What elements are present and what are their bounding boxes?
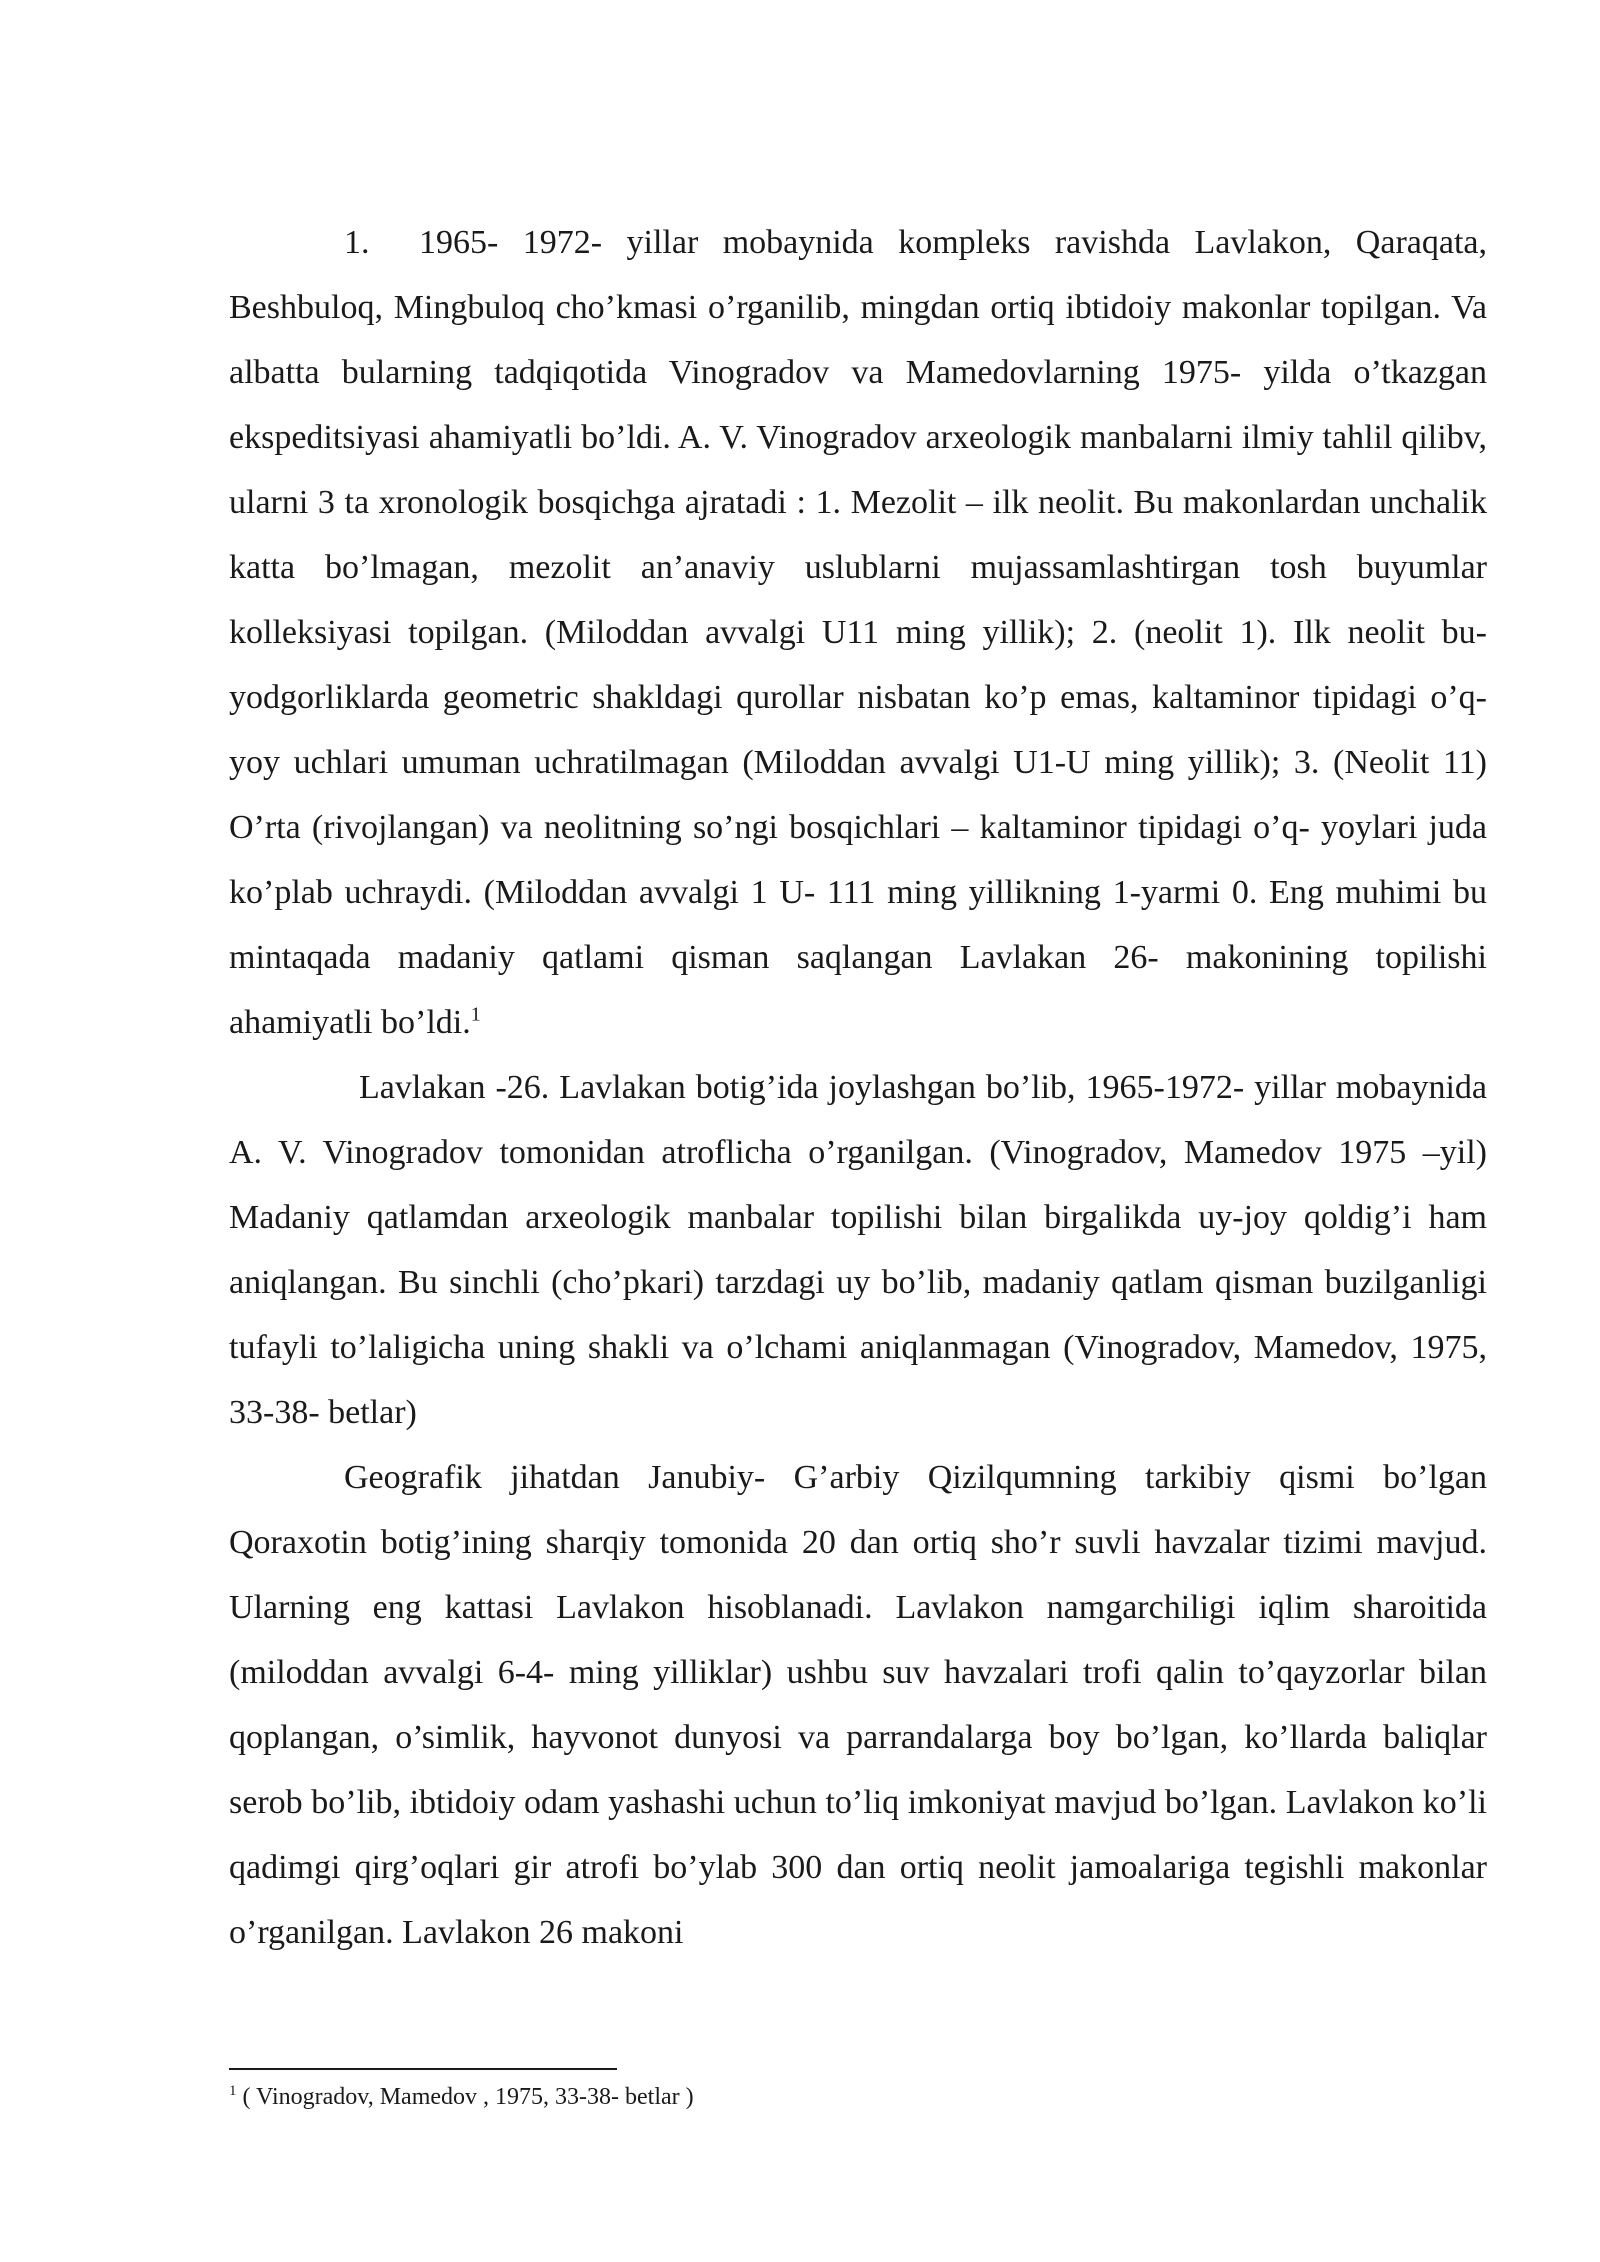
- paragraph-3-text: Geografik jihatdan Janubiy- G’arbiy Qizilqumning tarkibiy qismi bo’lgan Qoraxotin botig’ining sharqiy tomonida 20 dan ortiq sho’r suvli havzalar tizimi mavjud. Ularning eng kattasi Lavlakon hisoblanadi. Lavlakon namgarchiligi iqlim sharoitida (miloddan avvalgi 6-4- ming yilliklar) ushbu suv havzalari trofi qalin to’qayzorlar bilan qoplangan, o’simlik, hayvonot dunyosi va parrandalarga boy bo’lgan, ko’llarda baliqlar serob bo’lib, ibtidoiy odam yashashi uchun to’liq imkoniyat mavjud bo’lgan. Lavlakon ko’li qadimgi qirg’oqlari gir atrofi bo’ylab 300 dan ortiq neolit jamoalariga tegishli makonlar o’rganilgan. Lavlakon 26 makoni: [229, 1459, 1487, 1951]
- paragraph-1: [229, 210, 1487, 1055]
- list-number: 1.: [344, 224, 370, 261]
- footnote-separator: [229, 2068, 617, 2070]
- footnote-text: ( Vinogradov, Mamedov , 1975, 33-38- betlar ): [236, 2084, 694, 2110]
- document-body: [229, 210, 1487, 1965]
- footnote-marker: 1: [229, 2083, 237, 2099]
- paragraph-3: [229, 1445, 1487, 1965]
- paragraph-2: [229, 1055, 1487, 1445]
- paragraph-2-text: Lavlakan -26. Lavlakan botig’ida joylashgan bo’lib, 1965-1972- yillar mobaynida A. V. Vinogradov tomonidan atroflicha o’rganilgan. (Vinogradov, Mamedov 1975 –yil) Madaniy qatlamdan arxeologik manbalar topilishi bilan birgalikda uy-joy qoldig’i ham aniqlangan. Bu sinchli (cho’pkari) tarzdagi uy bo’lib, madaniy qatlam qisman buzilganligi tufayli to’laligicha uning shakli va o’lchami aniqlanmagan (Vinogradov, Mamedov, 1975, 33-38- betlar): [229, 1069, 1487, 1431]
- footnote: [229, 2080, 1487, 2114]
- footnote-reference[interactable]: 1: [470, 1003, 481, 1026]
- paragraph-1-text: 1965- 1972- yillar mobaynida kompleks ravishda Lavlakon, Qaraqata, Beshbuloq, Mingbuloq cho’kmasi o’rganilib, mingdan ortiq ibtidoiy makonlar topilgan. Va albatta bularning tadqiqotida Vinogradov va Mamedovlarning 1975- yilda o’tkazgan ekspeditsiyasi ahamiyatli bo’ldi. A. V. Vinogradov arxeologik manbalarni ilmiy tahlil qilibv, ularni 3 ta xronologik bosqichga ajratadi : 1. Mezolit – ilk neolit. Bu makonlardan unchalik katta bo’lmagan, mezolit an’anaviy uslublarni mujassamlashtirgan tosh buyumlar kolleksiyasi topilgan. (Miloddan avvalgi U11 ming yillik); 2. (neolit 1). Ilk neolit bu- yodgorliklarda geometric shakldagi qurollar nisbatan ko’p emas, kaltaminor tipidagi o’q-yoy uchlari umuman uchratilmagan (Miloddan avvalgi U1-U ming yillik); 3. (Neolit 11) O’rta (rivojlangan) va neolitning so’ngi bosqichlari – kaltaminor tipidagi o’q- yoylari juda ko’plab uchraydi. (Miloddan avvalgi 1 U- 111 ming yillikning 1-yarmi 0. Eng muhimi bu mintaqada madaniy qatlami qisman saqlangan Lavlakan 26- makonining topilishi ahamiyatli bo’ldi.: [229, 224, 1487, 1041]
